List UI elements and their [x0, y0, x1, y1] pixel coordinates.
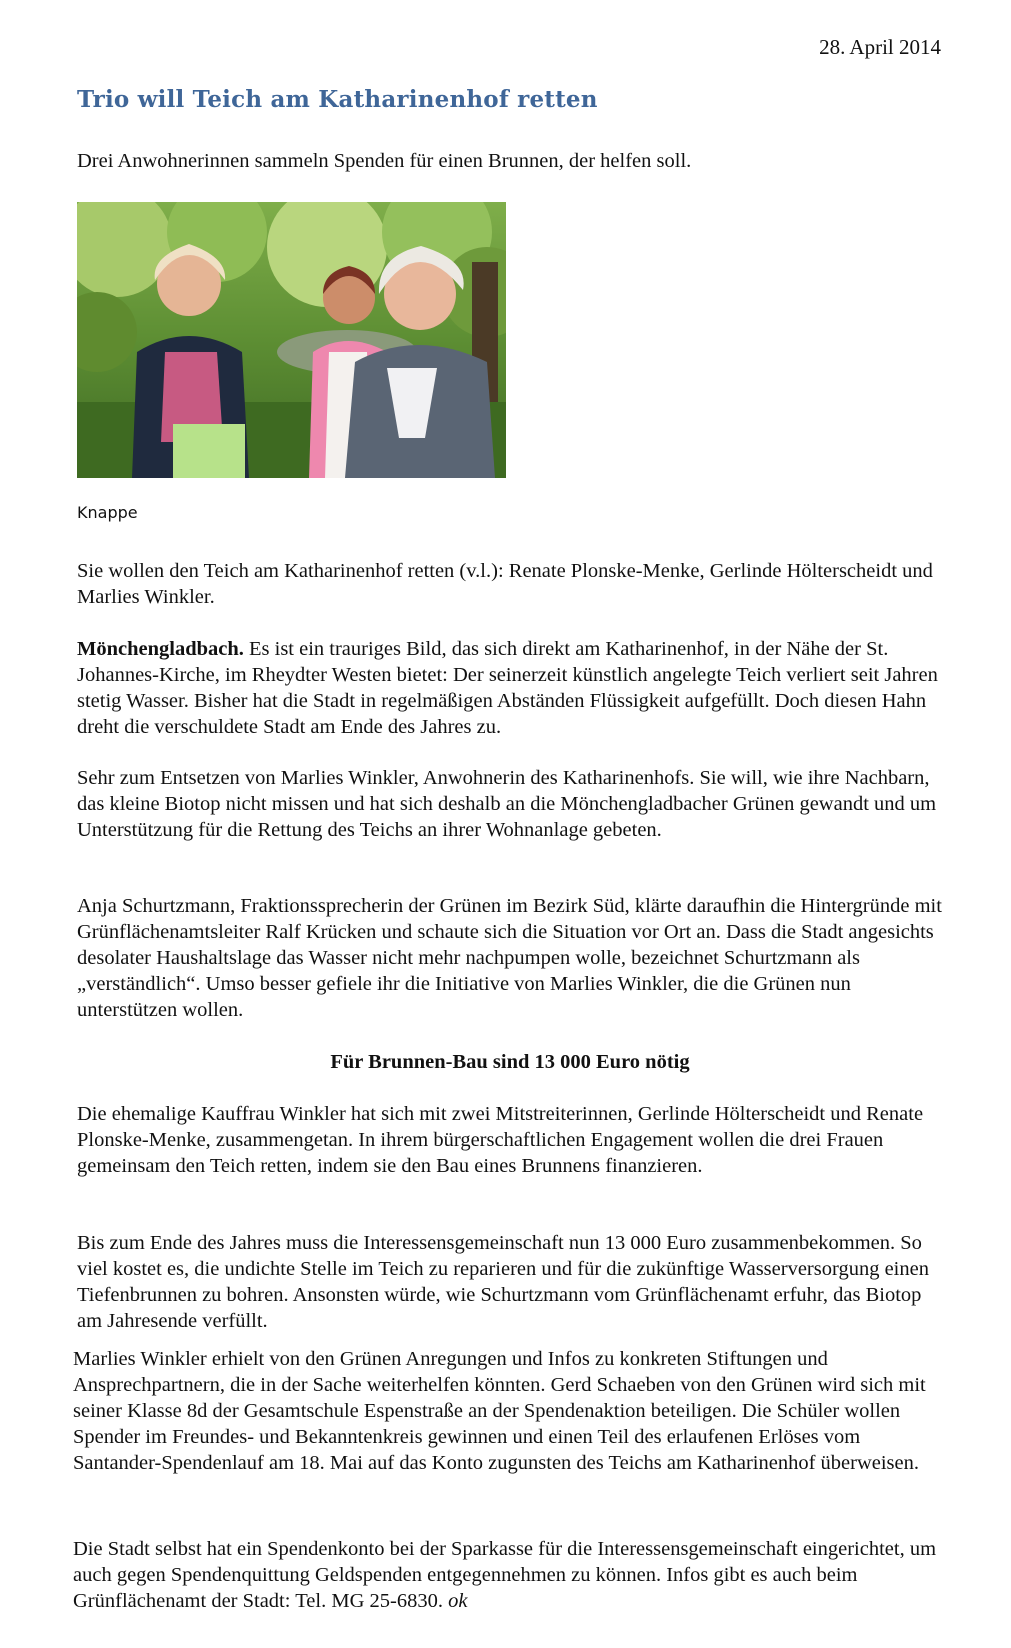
- article-headline: Trio will Teich am Katharinenhof retten: [77, 86, 598, 113]
- article-paragraph-6: Marlies Winkler erhielt von den Grünen Anregungen und Infos zu konkreten Stiftungen und Ansprechpartnern, die in der Sache weiterhelfen könnten. Gerd Schaeben von den Grünen wird sich mit seiner Klasse 8d der Gesamtschule Espenstraße an der Spendenaktion beteiligen. Die Schüler wollen Spender im Freundes- und Bekanntenkreis gewinnen und einen Teil des erlaufenen Erlöses vom Santander-Spendenlauf am 18. Mai auf das Konto zugunsten des Teichs am Katharinenhof überweisen.: [73, 1348, 926, 1474]
- article-paragraph-7: [73, 1536, 945, 1614]
- article-paragraph-2: Sehr zum Entsetzen von Marlies Winkler, Anwohnerin des Katharinenhofs. Sie will, wie ihre Nachbarn, das kleine Biotop nicht missen und hat sich deshalb an die Mönchengladbacher Grünen gewandt und um Unterstützung für die Rettung des Teichs an ihrer Wohnanlage gebeten.: [77, 767, 937, 841]
- article-paragraph-1-text: Es ist ein trauriges Bild, das sich direkt am Katharinenhof, in der Nähe der St. Johannes-Kirche, im Rheydter Westen bietet: Der seinerzeit künstlich angelegte Teich verliert seit Jahren stetig Wasser. Bisher hat die Stadt in regelmäßigen Abständen Flüssigkeit aufgefüllt. Doch diesen Hahn dreht die verschuldete Stadt am Ende des Jahres zu.: [77, 638, 938, 738]
- article-date: 28. April 2014: [819, 35, 941, 59]
- article-paragraph-4: Die ehemalige Kauffrau Winkler hat sich mit zwei Mitstreiterinnen, Gerlinde Hölterscheidt und Renate Plonske-Menke, zusammengetan. In ihrem bürgerschaftlichen Engagement wollen die drei Frauen gemeinsam den Teich retten, indem sie den Bau eines Brunnens finanzieren.: [77, 1103, 924, 1177]
- author-sign: ok: [448, 1590, 468, 1612]
- photo-credit: Knappe: [77, 503, 138, 522]
- article-photo: [77, 202, 506, 478]
- article-paragraph-7-text: Die Stadt selbst hat ein Spendenkonto bei der Sparkasse für die Interessensgemeinschaft eingerichtet, um auch gegen Spendenquittung Geldspenden entgegennehmen zu können. Infos gibt es auch beim Grünflächenamt der Stadt: Tel. MG 25-6830.: [73, 1538, 937, 1612]
- article-subhead: Drei Anwohnerinnen sammeln Spenden für einen Brunnen, der helfen soll.: [77, 150, 692, 172]
- article-interhead: Für Brunnen-Bau sind 13 000 Euro nötig: [330, 1051, 690, 1073]
- photo-three-women-at-pond: [77, 202, 506, 478]
- article-dateline: Mönchengladbach.: [77, 638, 244, 660]
- article-paragraph-5: Bis zum Ende des Jahres muss die Interessensgemeinschaft nun 13 000 Euro zusammenbekommen. So viel kostet es, die undichte Stelle im Teich zu reparieren und für die zukünftige Wasserversorgung einen Tiefenbrunnen zu bohren. Ansonsten würde, wie Schurtzmann vom Grünflächenamt erfuhr, das Biotop am Jahresende verfüllt.: [77, 1232, 929, 1332]
- article-paragraph-1: [77, 636, 943, 740]
- photo-caption: Sie wollen den Teich am Katharinenhof retten (v.l.): Renate Plonske-Menke, Gerlinde Hölterscheidt und Marlies Winkler.: [77, 560, 933, 608]
- article-paragraph-3: Anja Schurtzmann, Fraktionssprecherin der Grünen im Bezirk Süd, klärte daraufhin die Hintergründe mit Grünflächenamtsleiter Ralf Krücken und schaute sich die Situation vor Ort an. Dass die Stadt angesichts desolater Haushaltslage das Wasser nicht mehr nachpumpen wolle, bezeichnet Schurtzmann als „verständlich“. Umso besser gefiele ihr die Initiative von Marlies Winkler, die die Grünen nun unterstützen wollen.: [77, 895, 942, 1021]
